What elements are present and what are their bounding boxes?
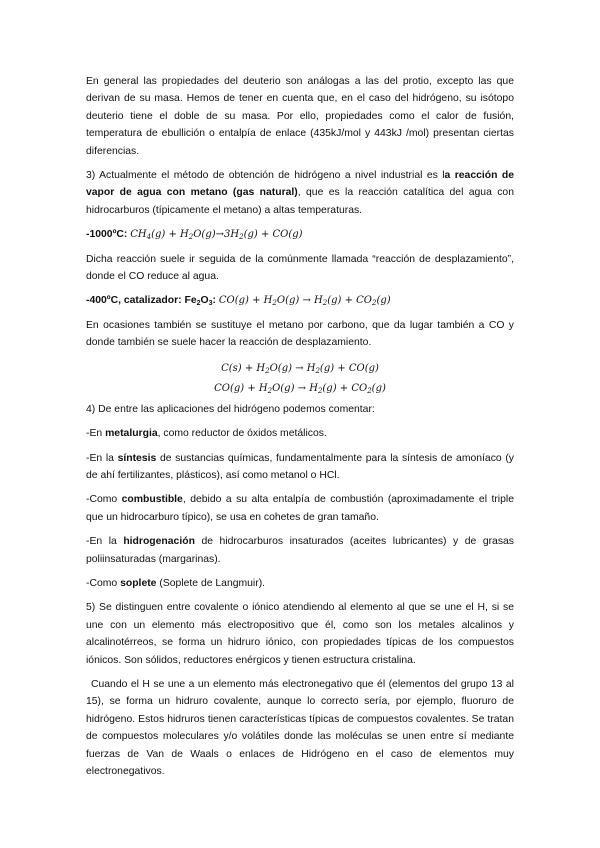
paragraph-carbono: En ocasiones también se sustituye el metano por carbono, que da lugar también a CO y donde también se suele hacer la reacción de desplazamiento. (86, 319, 514, 349)
equation-label: -400ºC, catalizador: $Fe_2O_3$: (86, 295, 216, 308)
list-item-hidrogenacion: -En la hidrogenación de hidrocarburos insaturados (aceites lubricantes) y de grasas poliinsaturadas (margarinas). (86, 536, 515, 565)
paragraph-deuterio: En general las propiedades del deuterio son análogas a las del protio, excepto las que derivan de su masa. Hemos de tener en cuenta que, en el caso del hidrógeno, su isótopo deuterio tiene el doble de su masa. Por ello, propiedades como el calor de fusión, temperatura de ebullición o entalpía de enlace (435kJ/mol y 443kJ /mol) presentan ciertas diferencias. (86, 76, 514, 157)
equation-block (86, 359, 514, 399)
paragraph-desplazamiento: Dicha reacción suele ir seguida de la comúnmente llamada “reacción de desplazamiento”, donde el CO reduce al agua. (86, 253, 514, 283)
list-item-combustible: -Como combustible, debido a su alta entalpía de combustión (aproximadamente el triple que un hidrocarburo típico), se usa en cohetes de gran tamaño. (86, 494, 514, 523)
list-item-sintesis: -En la síntesis de sustancias químicas, fundamentalmente para la síntesis de amoníaco (y de ahí fertilizantes, plásticos), así como metanol o HCl. (86, 452, 514, 481)
list-item-soplete: -Como soplete (Soplete de Langmuir). (86, 577, 266, 589)
paragraph-aplicaciones: 4) De entre las aplicaciones del hidrógeno podemos comentar: (86, 403, 375, 415)
chemical-equation: $CH_4(g) + H_2O(g)\to 3H_2(g) + CO(g)$ (130, 229, 303, 242)
bold-text: a reacción de vapor de agua con metano (gas natural) (86, 170, 514, 199)
text-run: 3) Actualmente el método de obtención de hidrógeno a nivel industrial es l (86, 170, 445, 182)
chemical-equation-co: $CO(g) + H_2O(g) \to H_2(g) + CO_2(g)$ (214, 382, 386, 395)
equation-desplazamiento (86, 292, 514, 309)
text-run: , que es la reacción catalítica del agua con hidrocarburos (típicamente el metano) a altas temperaturas. (86, 187, 514, 216)
chemical-equation: $CO(g) + H_2O(g) \to H_2(g) + CO_2(g)$ (218, 295, 391, 308)
paragraph-hidruro-ionico: 5) Se distinguen entre covalente o iónico atendiendo al elemento al que se une el H, si se une con un elemento más electropositivo que él, como son los metales alcalinos y alcalinotérreos, se forma un hidruro iónico, con propiedades típicas de los compuestos iónicos. Son sólidos, reductores enérgicos y tienen estructura cristalina. (86, 602, 514, 666)
paragraph-obtencion-hidrogeno (86, 167, 514, 219)
document-page (86, 73, 514, 787)
chemical-equation-carbono: $C(s) + H_2O(g) \to H_2(g) + CO(g)$ (221, 362, 379, 375)
equation-reformado (86, 226, 514, 243)
paragraph-hidruro-covalente: Cuando el H se une a un elemento más electronegativo que él (elementos del grupo 13 al 15), se forma un hidruro covalente, aunque lo correcto sería, por ejemplo, fluoruro de hidrógeno. Estos hidruros tienen características típicas de compuestos covalentes. Se tratan de compuestos moleculares y/o volátiles donde las moléculas se unen entre sí mediante fuerzas de Van de Waals o enlaces de Hidrógeno en el caso de elementos muy electronegativos. (86, 678, 514, 777)
equation-label: -1000ºC: (86, 229, 128, 241)
list-item-metalurgia: -En metalurgia, como reductor de óxidos metálicos. (86, 428, 327, 440)
